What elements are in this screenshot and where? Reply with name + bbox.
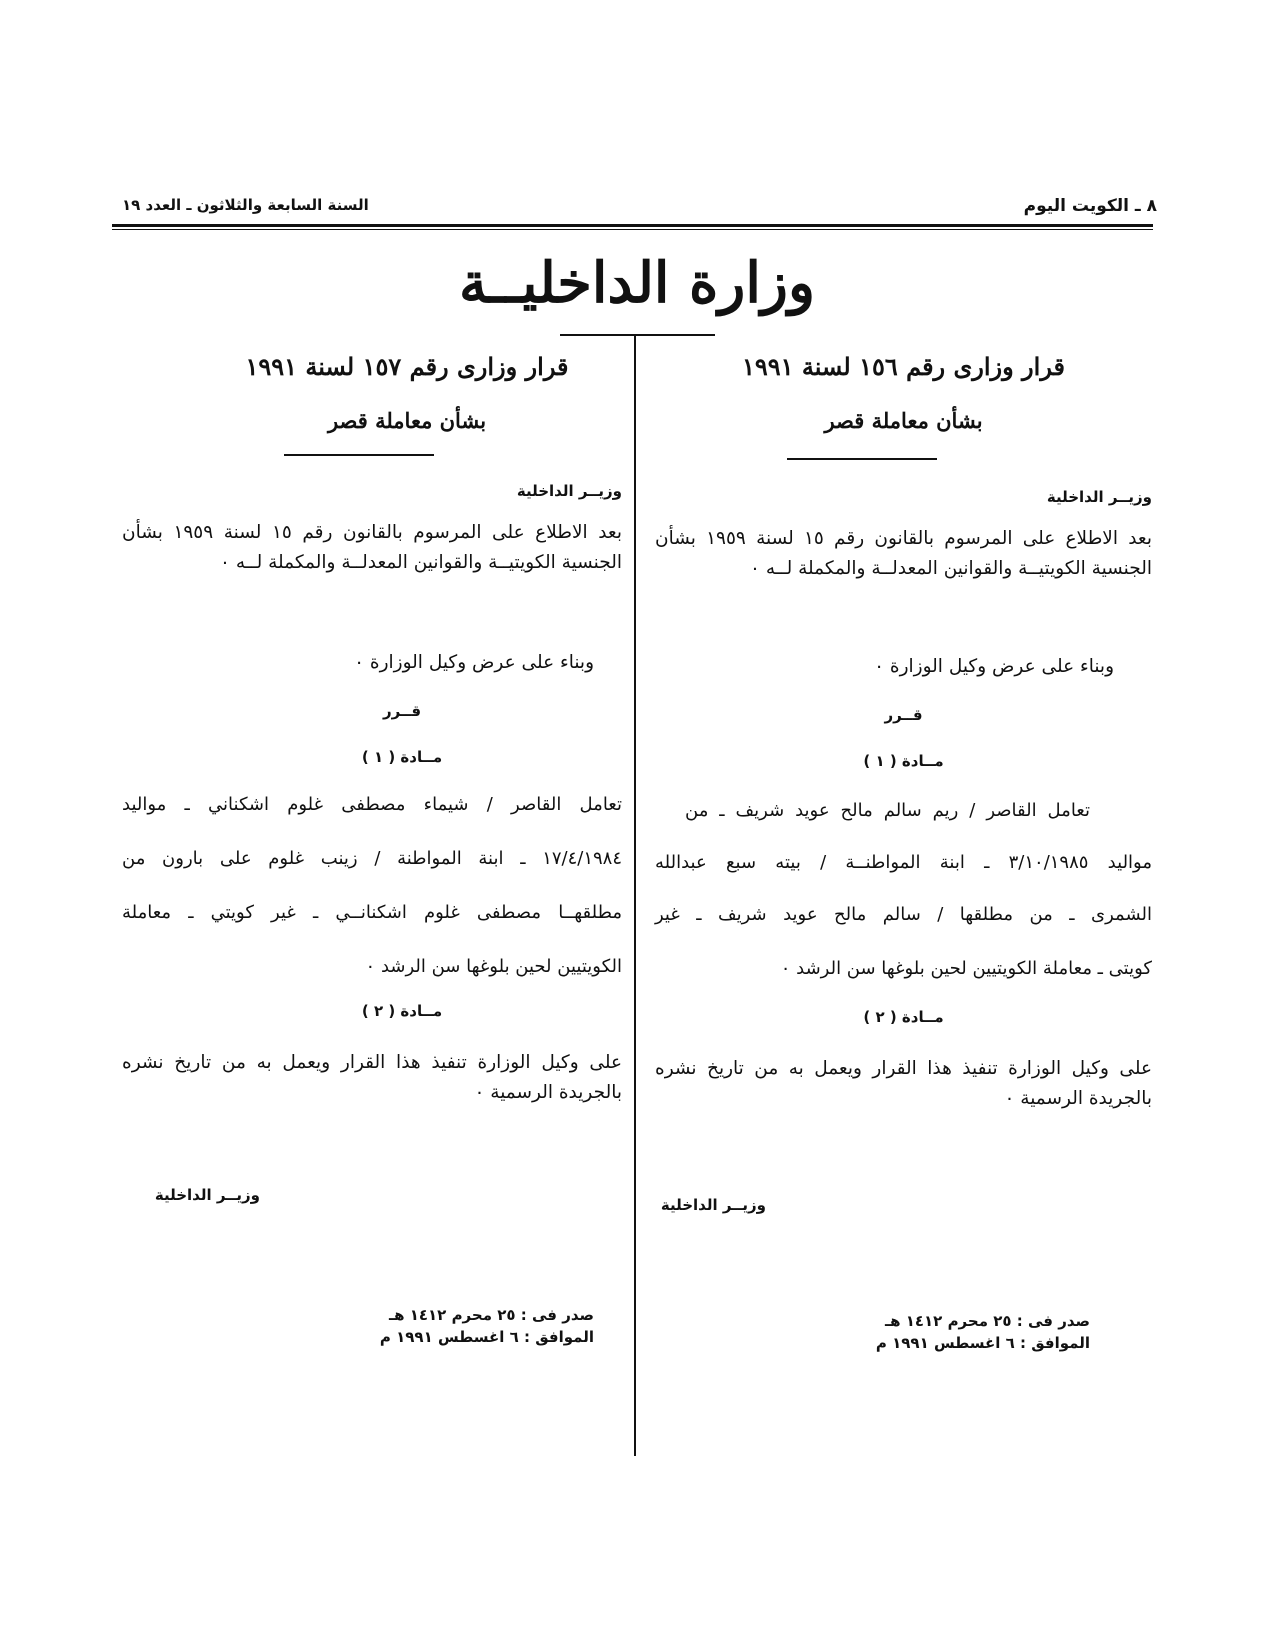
decided-heading: قــرر [884,706,923,724]
decided-heading: قــرر [382,702,422,720]
article-1-line: كويتى ـ معاملة الكويتيين لحين بلوغها سن الرشد ٠ [780,958,1152,979]
decision-rule [284,454,434,456]
basis: وبناء على عرض وكيل الوزارة ٠ [354,652,594,673]
ministry-title: وزارة الداخليــة [459,250,815,316]
article-2-text: على وكيل الوزارة تنفيذ هذا القرار ويعمل به من تاريخ نشره بالجريدة الرسمية ٠ [122,1052,622,1103]
article-1-line: تعامل القاصر / شيماء مصطفى غلوم اشكناني ـ مواليد [122,794,622,815]
article-1-line: الكويتيين لحين بلوغها سن الرشد ٠ [365,956,622,977]
decision-subtitle: بشأن معاملة قصر [824,408,983,433]
article-2-heading: مــادة ( ٢ ) [361,1002,443,1020]
decision-title: قرار وزارى رقم ١٥٦ لسنة ١٩٩١ [741,352,1066,381]
issued-date [380,1304,594,1348]
header-rule-thin [112,229,1153,230]
decision-title: قرار وزارى رقم ١٥٧ لسنة ١٩٩١ [245,352,569,381]
article-1-line: ١٧/٤/١٩٨٤ ـ ابنة المواطنة / زينب غلوم على بارون من [122,848,622,869]
preamble: بعد الاطلاع على المرسوم بالقانون رقم ١٥ لسنة ١٩٥٩ بشأن الجنسية الكويتيــة والقوانين المعدلــة والمكملة لــه ٠ [655,528,1153,579]
title-rule [560,334,715,336]
basis: وبناء على عرض وكيل الوزارة ٠ [874,656,1114,677]
article-2-text: على وكيل الوزارة تنفيذ هذا القرار ويعمل به من تاريخ نشره بالجريدة الرسمية ٠ [655,1058,1152,1109]
issued-gregorian: الموافق : ٦ اغسطس ١٩٩١ م [875,1334,1090,1352]
preamble: بعد الاطلاع على المرسوم بالقانون رقم ١٥ لسنة ١٩٥٩ بشأن الجنسية الكويتيــة والقوانين المعدلــة والمكملة لــه ٠ [122,522,622,573]
decision-rule [787,458,937,460]
article-1-heading: مــادة ( ١ ) [361,748,443,766]
header-rule [112,224,1153,227]
article-1-heading: مــادة ( ١ ) [863,752,944,770]
issued-gregorian: الموافق : ٦ اغسطس ١٩٩١ م [379,1328,594,1346]
issued-hijri: صدر فى : ٢٥ محرم ١٤١٢ هـ [388,1306,594,1324]
column-divider [634,336,636,1456]
issued-hijri: صدر فى : ٢٥ محرم ١٤١٢ هـ [884,1312,1090,1330]
signature: وزيــر الداخلية [660,1196,766,1214]
issue-label: السنة السابعة والثلاثون ـ العدد ١٩ [122,196,369,214]
article-1-line: مطلقهــا مصطفى غلوم اشكنانــي ـ غير كويتي ـ معاملة [122,902,622,923]
article-1-line: تعامل القاصر / ريم سالم مالح عويد شريف ـ من [685,800,1090,821]
page-number-label: ٨ ـ الكويت اليوم [1023,196,1157,216]
article-1-line: مواليد ٣/١٠/١٩٨٥ ـ ابنة المواطنــة / بيته سبع عبدالله [655,852,1152,873]
signature: وزيــر الداخلية [154,1186,260,1204]
issued-date [876,1310,1090,1354]
article-1-line: الشمرى ـ من مطلقها / سالم مالح عويد شريف ـ غير [655,904,1152,925]
article-2-heading: مــادة ( ٢ ) [863,1008,944,1026]
minister-label: وزيــر الداخلية [516,482,622,500]
minister-label: وزيــر الداخلية [1046,488,1152,506]
decision-subtitle: بشأن معاملة قصر [327,408,487,433]
